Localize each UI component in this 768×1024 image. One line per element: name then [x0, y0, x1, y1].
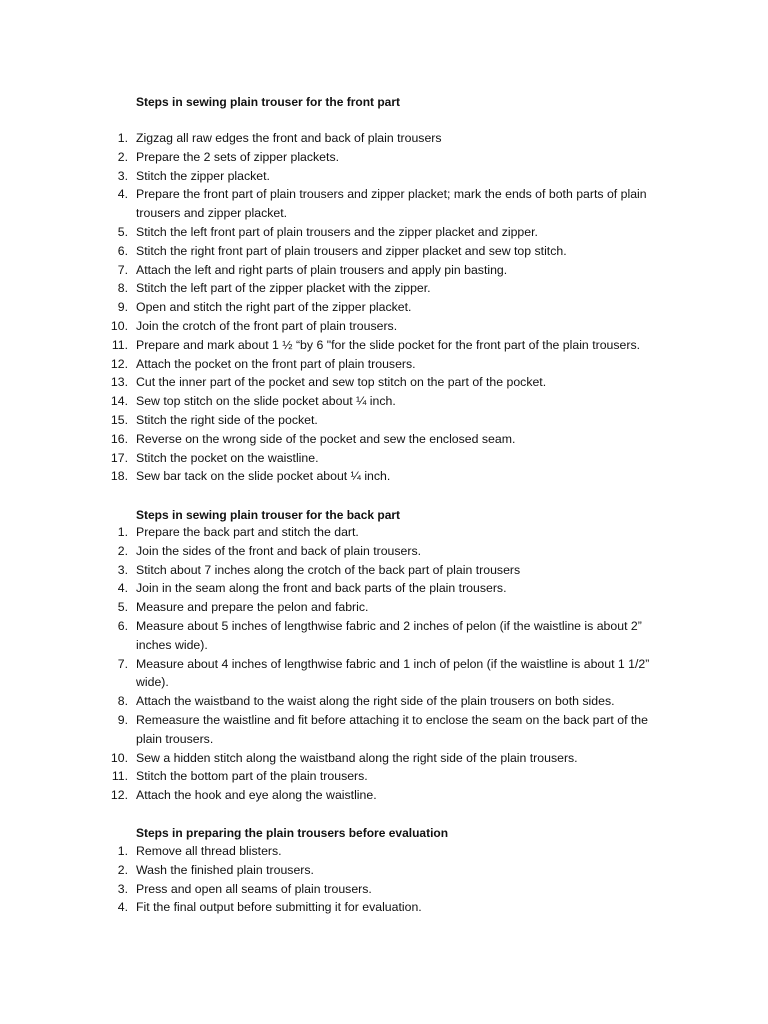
item-text: Sew a hidden stitch along the waistband along the right side of the plain trousers. [136, 750, 578, 765]
item-number: 4. [117, 581, 128, 596]
list-item [0, 279, 768, 298]
item-number: 8. [117, 281, 128, 296]
list-item [0, 148, 768, 167]
item-text: Open and stitch the right part of the zipper placket. [136, 300, 412, 315]
list-item [0, 861, 768, 880]
section-heading: Steps in sewing plain trouser for the front part [136, 95, 401, 109]
item-text: Prepare the back part and stitch the dart. [136, 525, 359, 539]
item-text: Attach the pocket on the front part of plain trousers. [136, 356, 416, 371]
list-item [0, 579, 768, 598]
list-item [0, 355, 768, 374]
steps-list [0, 129, 768, 486]
list-item [0, 167, 768, 186]
list-item [0, 449, 768, 468]
list-item [0, 898, 768, 917]
list-item [0, 523, 768, 542]
list-item [0, 129, 768, 148]
list-item [0, 185, 768, 223]
item-number: 11. [111, 337, 128, 352]
item-number: 8. [117, 694, 128, 709]
item-text: Cut the inner part of the pocket and sew top stitch on the part of the pocket. [136, 375, 547, 390]
list-item [0, 223, 768, 242]
item-number: 10. [110, 750, 128, 765]
item-text: Remove all thread blisters. [136, 844, 282, 858]
item-text: Attach the hook and eye along the waistline. [136, 788, 377, 803]
list-item [0, 392, 768, 411]
item-number: 4. [117, 900, 128, 915]
item-number: 12. [110, 788, 128, 803]
item-number: 6. [117, 243, 128, 258]
item-text: Stitch the right side of the pocket. [136, 412, 318, 427]
item-number: 14. [110, 394, 128, 409]
item-text: Stitch the bottom part of the plain trousers. [136, 769, 368, 784]
item-number: 4. [117, 187, 128, 202]
item-text: Wash the finished plain trousers. [136, 862, 314, 877]
list-item [0, 842, 768, 861]
steps-list [0, 523, 768, 805]
item-text: Prepare the 2 sets of zipper plackets. [136, 149, 340, 164]
item-text: Fit the final output before submitting it for evaluation. [136, 900, 422, 915]
item-number: 17. [110, 450, 128, 465]
list-item [0, 561, 768, 580]
item-text: Press and open all seams of plain trousers. [136, 881, 372, 896]
item-number: 16. [110, 431, 128, 446]
item-text: Join the sides of the front and back of plain trousers. [136, 543, 422, 558]
item-text: Stitch the pocket on the waistline. [136, 450, 319, 465]
item-number: 3. [117, 168, 128, 183]
item-text: Stitch the zipper placket. [136, 168, 270, 183]
item-text: Sew bar tack on the slide pocket about ¼ inch. [136, 469, 391, 484]
item-text: Measure and prepare the pelon and fabric. [136, 600, 369, 615]
item-text: Stitch the left front part of plain trousers and the zipper placket and zipper. [136, 224, 538, 239]
item-text: Join in the seam along the front and back parts of the plain trousers. [136, 581, 507, 596]
item-text: Prepare and mark about 1 ½ “by 6 "for the slide pocket for the front part of the plain trousers. [136, 337, 641, 352]
item-number: 2. [117, 543, 128, 558]
item-number: 9. [117, 300, 128, 315]
item-number: 13. [110, 375, 128, 390]
list-item [0, 261, 768, 280]
item-number: 18. [110, 469, 128, 484]
list-item [0, 317, 768, 336]
item-text: Attach the waistband to the waist along the right side of the plain trousers on both sides. [136, 694, 615, 709]
item-number: 12. [110, 356, 128, 371]
item-text: Join the crotch of the front part of plain trousers. [136, 318, 398, 333]
item-number: 11. [111, 769, 128, 784]
list-item [0, 692, 768, 711]
list-item [0, 467, 768, 486]
section-heading: Steps in sewing plain trouser for the back part [136, 508, 401, 522]
item-number: 9. [117, 712, 128, 727]
list-item [0, 373, 768, 392]
item-number: 7. [117, 262, 128, 277]
list-item [0, 617, 768, 655]
item-text: Measure about 4 inches of lengthwise fabric and 1 inch of pelon (if the waistline is about 1 1/2” wide). [136, 656, 650, 690]
item-text: Stitch the right front part of plain trousers and zipper placket and sew top stitch. [136, 243, 567, 258]
item-number: 2. [117, 149, 128, 164]
steps-list [0, 842, 768, 917]
item-number: 1. [117, 525, 128, 539]
list-item [0, 749, 768, 768]
item-number: 10. [110, 318, 128, 333]
list-item [0, 336, 768, 355]
item-number: 3. [117, 562, 128, 577]
item-number: 1. [117, 844, 128, 858]
item-text: Sew top stitch on the slide pocket about ¼ inch. [136, 394, 396, 409]
item-text: Prepare the front part of plain trousers and zipper placket; mark the ends of both parts of plain trousers and zipper placket. [136, 187, 647, 221]
section-heading: Steps in preparing the plain trousers before evaluation [136, 826, 449, 840]
item-number: 3. [117, 881, 128, 896]
list-item [0, 711, 768, 749]
list-item [0, 411, 768, 430]
list-item [0, 298, 768, 317]
item-number: 5. [117, 600, 128, 615]
item-text: Remeasure the waistline and fit before attaching it to enclose the seam on the back part of the plain trousers. [136, 712, 648, 746]
item-text: Measure about 5 inches of lengthwise fabric and 2 inches of pelon (if the waistline is about 2” inches wide). [136, 618, 642, 652]
item-number: 6. [117, 618, 128, 633]
item-text: Stitch about 7 inches along the crotch of the back part of plain trousers [136, 562, 521, 577]
item-number: 7. [117, 656, 128, 671]
item-text: Attach the left and right parts of plain trousers and apply pin basting. [136, 262, 508, 277]
item-number: 15. [110, 412, 128, 427]
list-item [0, 786, 768, 805]
item-text: Stitch the left part of the zipper placket with the zipper. [136, 281, 431, 296]
item-text: Zigzag all raw edges the front and back of plain trousers [136, 131, 442, 145]
item-number: 2. [117, 862, 128, 877]
list-item [0, 542, 768, 561]
list-item [0, 430, 768, 449]
list-item [0, 767, 768, 786]
item-number: 5. [117, 224, 128, 239]
list-item [0, 242, 768, 261]
list-item [0, 880, 768, 899]
item-text: Reverse on the wrong side of the pocket and sew the enclosed seam. [136, 431, 516, 446]
list-item [0, 655, 768, 693]
item-number: 1. [117, 131, 128, 145]
list-item [0, 598, 768, 617]
